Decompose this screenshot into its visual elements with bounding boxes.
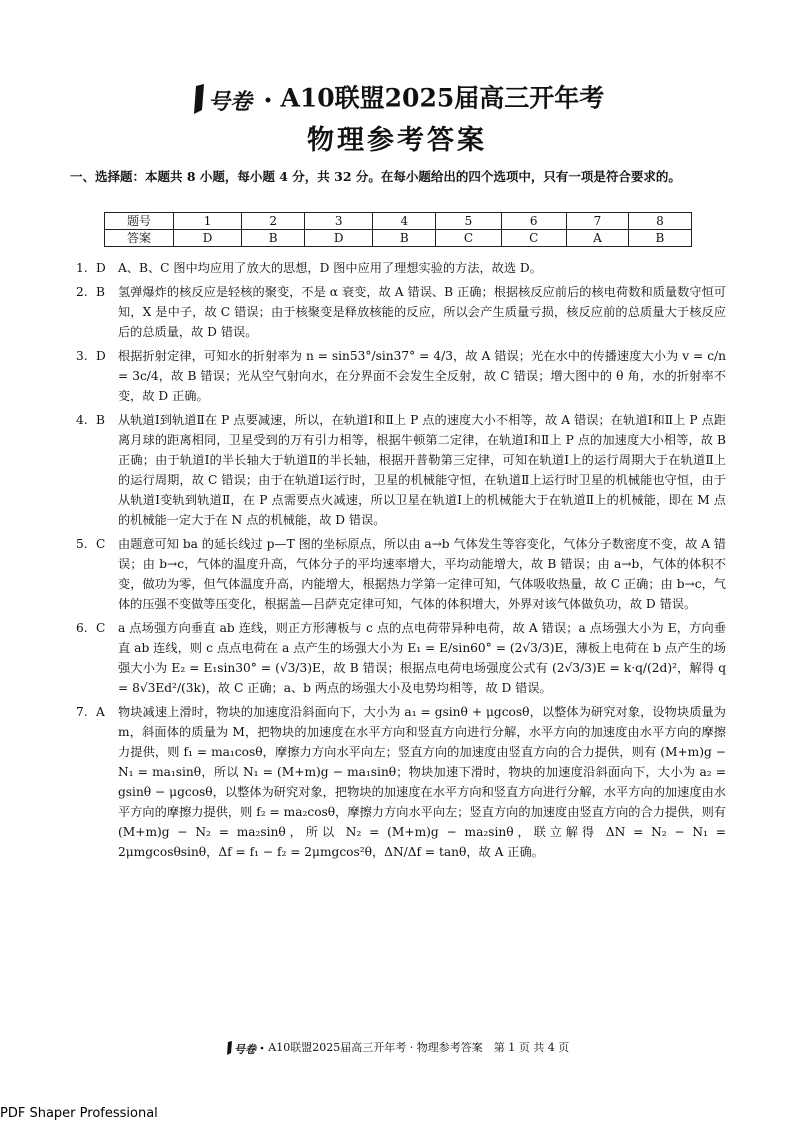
document-subtitle: 物理参考答案 [307,125,487,156]
item-number: 1. [76,261,88,275]
item-explanation: 从轨道Ⅰ到轨道Ⅱ在 P 点要减速，所以，在轨道Ⅰ和Ⅱ上 P 点的速度大小不相等，故 A 错误；在轨道Ⅰ和Ⅱ上 P 点距离月球的距离相同，卫星受到的万有引力相等，根据牛顿第二定律，在轨道Ⅰ和Ⅱ上 P 点的加速度大小相等，故 B 正确；由于轨道Ⅰ的半长轴大于轨道Ⅱ的半长轴，根据开普勒第三定律，可知在轨道Ⅰ上的运行周期大于在轨道Ⅱ上的运行周期，故 C 错误；由于在轨道Ⅰ运行时，卫星的机械能守恒，在轨道Ⅱ上运行时卫星的机械能也守恒，由于从轨道Ⅰ变轨到轨道Ⅱ，在 P 点需要点火减速，所以卫星在轨道Ⅰ上的机械能大于在轨道Ⅱ上的机械能，即在 M 点的机械能一定大于在 N 点的机械能，故 D 错误。 [118,413,726,527]
answer-cell: A [566,230,628,247]
list-item [76,410,726,530]
svg-text:号卷: 号卷 [207,88,252,115]
section-instructions: 一、选择题：本题共 8 小题，每小题 4 分，共 32 分。在每小题给出的四个选项中，只有一项是符合要求的。 [70,169,681,184]
item-explanation: 氢弹爆炸的核反应是轻核的聚变，不是 α 衰变，故 A 错误、B 正确；根据核反应前后的核电荷数和质量数守恒可知，X 是中子，故 C 错误；由于核聚变是释放核能的反应，所以会产生质量亏损，核反应前的总质量大于核反应后的总质量，故 D 错误。 [118,285,726,339]
item-explanation: 根据折射定律，可知水的折射率为 n = sin53°/sin37° = 4/3，故 A 错误；光在水中的传播速度大小为 v = c/n = 3c/4，故 B 错误；光从空气射向水，在分界面不会发生全反射，故 C 错误；增大图中的 θ 角，水的折射率不变，故 D 正确。 [118,349,726,403]
item-number: 2. [76,285,88,299]
answer-cell: C [501,230,566,247]
question-number: 8 [628,213,691,230]
brand-logo-icon [190,82,272,116]
list-item [76,282,726,342]
answer-cell: D [174,230,242,247]
watermark-text: PDF Shaper Professional [0,1106,158,1121]
answer-cell: D [305,230,373,247]
item-answer: D [96,349,106,363]
item-explanation: a 点场强方向垂直 ab 连线，则正方形薄板与 c 点的点电荷带异种电荷，故 A 错误；a 点场强大小为 E，方向垂直 ab 连线，则 c 点点电荷在 a 点产生的场强大小为 E₁ = E/sin60° = (2√3/3)E，薄板上电荷在 b 点产生的场强大小为 E₂ = E₁sin30° = (√3/3)E，故 B 错误；根据点电荷电场强度公式有 (2√3/3)E = k·q/(2d)²，解得 q = 8√3Ed²/(3k)，故 C 正确；a、b 两点的场强大小及电势均相等，故 D 错误。 [118,621,726,695]
item-explanation: 由题意可知 ba 的延长线过 p—T 图的坐标原点，所以由 a→b 气体发生等容变化，气体分子数密度不变，故 A 错误；由 b→c，气体的温度升高，气体分子的平均速率增大，平均动能增大，故 B 错误；由 a→b，气体的体积不变，做功为零，但气体温度升高，内能增大，根据热力学第一定律可知，气体吸收热量，故 C 正确；由 b→c，气体的压强不变做等压变化，根据盖—吕萨克定律可知，气体的体积增大，外界对该气体做负功，故 D 错误。 [118,537,726,611]
question-number: 3 [305,213,373,230]
page-footer [0,1040,794,1056]
footer-text: A10联盟2025届高三开年考 · 物理参考答案 第 1 页 共 4 页 [268,1041,570,1054]
exam-title: A10联盟2025届高三开年考 [280,83,605,113]
item-number: 7. [76,705,88,719]
item-answer: C [96,621,106,635]
answer-cell: B [373,230,436,247]
row-label-answer: 答案 [105,230,174,247]
section-heading [70,168,725,185]
list-item [76,258,726,278]
item-number: 5. [76,537,88,551]
list-item [76,618,726,698]
item-answer: B [96,285,105,299]
item-answer: A [96,705,105,719]
item-explanation: 物块减速上滑时，物块的加速度沿斜面向下，大小为 a₁ = gsinθ + μgcosθ，以整体为研究对象，设物块质量为 m，斜面体的质量为 M，把物块的加速度在水平方向和竖直方向进行分解，水平方向的加速度由水平方向的摩擦力提供，则 f₁ = ma₁cosθ，摩擦力方向水平向左；竖直方向的加速度由竖直方向的合力提供，则有 (M+m)g − N₁ = ma₁sinθ，所以 N₁ = (M+m)g − ma₁sinθ；物块加速下滑时，物块的加速度沿斜面向下，大小为 a₂ = gsinθ − μgcosθ，以整体为研究对象，把物块的加速度在水平方向和竖直方向进行分解，水平方向的加速度由水平方向的摩擦力提供，则 f₂ = ma₂cosθ，摩擦力方向水平向左；竖直方向的加速度由竖直方向的合力提供，则有 (M+m)g − N₂ = ma₂sinθ，所以 N₂ = (M+m)g − ma₂sinθ，联立解得 ΔN = N₂ − N₁ = 2μmgcosθsinθ，Δf = f₁ − f₂ = 2μmgcos²θ，ΔN/Δf = tanθ，故 A 正确。 [118,705,726,859]
answer-cell: B [628,230,691,247]
list-item [76,534,726,614]
answer-cell: B [242,230,305,247]
answer-table-number-row [105,213,692,230]
explanation-list [76,258,726,866]
row-label-number: 题号 [105,213,174,230]
question-number: 2 [242,213,305,230]
page-title [0,80,794,116]
item-explanation: A、B、C 图中均应用了放大的思想，D 图中应用了理想实验的方法，故选 D。 [118,261,542,275]
question-number: 4 [373,213,436,230]
question-number: 6 [501,213,566,230]
svg-text:号卷: 号卷 [233,1043,256,1056]
answer-table [104,212,692,247]
item-answer: C [96,537,106,551]
item-answer: B [96,413,105,427]
item-answer: D [96,261,106,275]
list-item [76,346,726,406]
list-item [76,702,726,862]
brand-logo-icon [225,1040,265,1056]
answer-cell: C [436,230,501,247]
item-number: 6. [76,621,88,635]
answer-table-answer-row [105,230,692,247]
question-number: 5 [436,213,501,230]
question-number: 7 [566,213,628,230]
item-number: 4. [76,413,88,427]
question-number: 1 [174,213,242,230]
item-number: 3. [76,349,88,363]
